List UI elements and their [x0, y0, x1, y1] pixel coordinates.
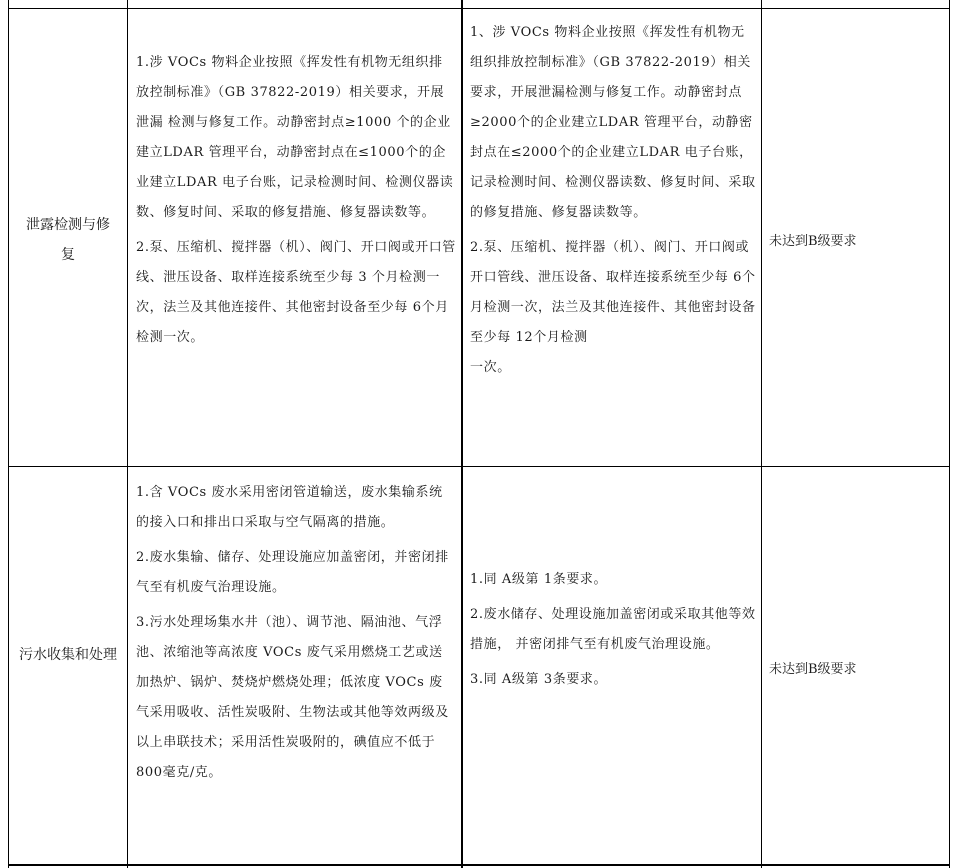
table-border-left [8, 0, 9, 868]
table-border-right [949, 0, 950, 868]
requirement-paragraph: 2.废水储存、处理设施加盖密闭或采取其他等效措施， 并密闭排气至有机废气治理设施。 [470, 607, 756, 652]
row-divider [8, 466, 950, 467]
table-row-1-a-level [136, 48, 456, 358]
requirement-paragraph: 3.同 A级第 3条要求。 [470, 672, 608, 687]
requirement-paragraph: 一次。 [470, 360, 511, 375]
category-label: 污水收集和处理 [19, 647, 117, 663]
requirement-paragraph: 1.含 VOCs 废水采用密闭管道输送，废水集输系统的接入口和排出口采取与空气隔离的措施。 [136, 485, 443, 530]
category-label: 泄露检测与修复 [26, 217, 110, 263]
column-divider-3 [761, 0, 762, 868]
requirement-paragraph: 2.废水集输、储存、处理设施应加盖密闭，并密闭排气至有机废气治理设施。 [136, 550, 449, 595]
row-top-border [8, 8, 950, 9]
result-status: 未达到B级要求 [769, 234, 857, 249]
requirement-paragraph: 3.污水处理场集水井（池）、调节池、隔油池、气浮池、浓缩池等高浓度 VOCs 废气采用燃烧工艺或送加热炉、锅炉、焚烧炉燃烧处理；低浓度 VOCs 废气采用吸收、活性炭吸附、生物法或其他等效两级及以上串联技术；采用活性炭吸附的，碘值应不低于800毫克/克。 [136, 615, 449, 780]
requirement-paragraph: 2.泵、压缩机、搅拌器（机）、阀门、开口阀或开口管线、泄压设备、取样连接系统至少每 6个月检测一次，法兰及其他连接件、其他密封设备至少每 12个月检测 [470, 240, 756, 345]
column-divider-1 [127, 0, 128, 868]
requirement-paragraph: 1.同 A级第 1条要求。 [470, 572, 608, 587]
table-row-2-category [9, 640, 127, 670]
table-row-1-category [9, 210, 127, 270]
requirement-paragraph: 2.泵、压缩机、搅拌器（机）、阀门、开口阀或开口管线、泄压设备、取样连接系统至少每 3 个月检测一次，法兰及其他连接件、其他密封设备至少每 6个月检测一次。 [136, 240, 456, 345]
table-row-2-b-level [470, 565, 756, 700]
requirement-paragraph: 1、涉 VOCs 物料企业按照《挥发性有机物无组织排放控制标准》（GB 37822-2019）相关要求，开展泄漏检测与修复工作。动静密封点≥2000个的企业建立LDAR 管理平台，动静密封点在≤2000个的企业建立LDAR 电子台账，记录检测时间、检测仪器读数、修复时间、采取的修复措施、修复器读数等。 [470, 25, 756, 220]
result-status: 未达到B级要求 [769, 662, 857, 677]
row-bottom-border [8, 864, 950, 866]
table-row-1-result [769, 232, 945, 252]
requirement-paragraph: 1.涉 VOCs 物料企业按照《挥发性有机物无组织排放控制标准》（GB 37822-2019）相关要求，开展泄漏 检测与修复工作。动静密封点≥1000 个的企业建立LDAR 管理平台，动静密封点在≤1000个的企业建立LDAR 电子台账，记录检测时间、检测仪器读数、修复时间、采取的修复措施、修复器读数等。 [136, 55, 454, 220]
table-row-2-result [769, 660, 945, 680]
table-row-1-b-level [470, 18, 756, 388]
column-divider-2 [461, 0, 463, 868]
table-row-2-a-level [136, 478, 456, 793]
